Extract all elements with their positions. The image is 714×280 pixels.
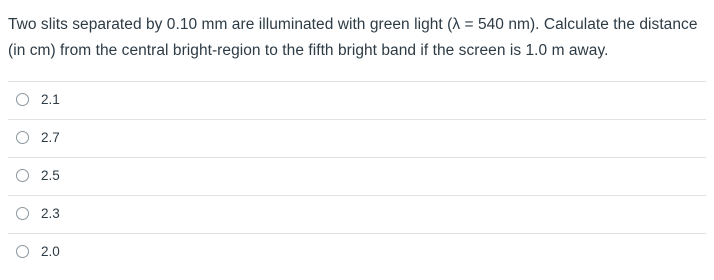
radio-button[interactable] (16, 93, 29, 106)
question-text (8, 12, 706, 64)
question-text-line-2: (in cm) from the central bright-region to the fifth bright band if the screen is 1.0 m away. (8, 42, 609, 59)
answer-label[interactable]: 2.3 (41, 206, 60, 221)
answer-option[interactable] (8, 195, 706, 233)
answer-label[interactable]: 2.7 (41, 130, 60, 145)
answer-list (8, 81, 706, 271)
answer-label[interactable]: 2.5 (41, 168, 60, 183)
answer-option[interactable] (8, 157, 706, 195)
radio-button[interactable] (16, 207, 29, 220)
answer-option[interactable] (8, 81, 706, 119)
answer-label[interactable]: 2.0 (41, 244, 60, 259)
answer-option[interactable] (8, 119, 706, 157)
radio-button[interactable] (16, 131, 29, 144)
radio-button[interactable] (16, 169, 29, 182)
answer-label[interactable]: 2.1 (41, 92, 60, 107)
question-text-line-1: Two slits separated by 0.10 mm are illuminated with green light (λ = 540 nm). Calculate the distance (8, 16, 698, 33)
answer-option[interactable] (8, 233, 706, 271)
radio-button[interactable] (16, 245, 29, 258)
